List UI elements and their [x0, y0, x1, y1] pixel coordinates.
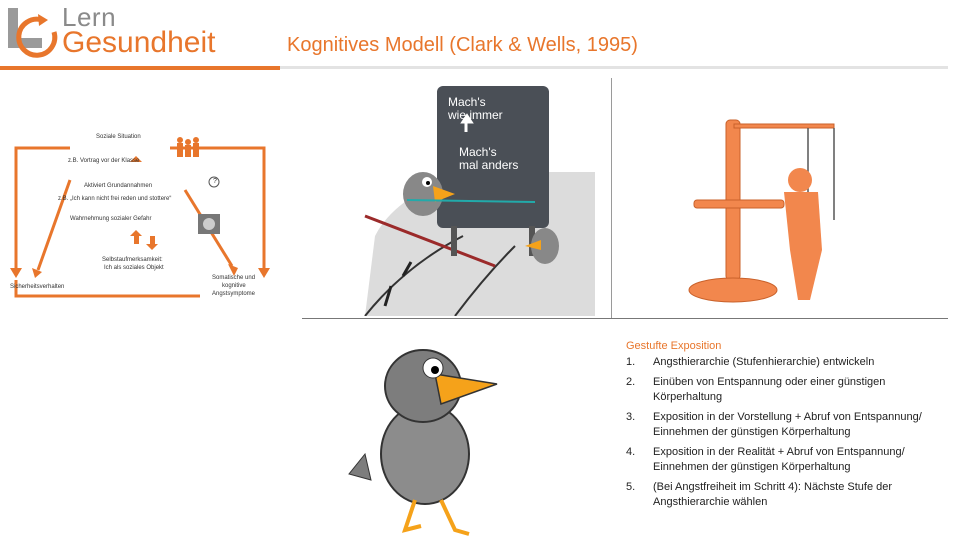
node-symptoms-2: kognitive [222, 283, 246, 289]
list-item-text: Exposition in der Realität + Abruf von Entspannung/ Einnehmen der günstigen Körperhaltung [653, 446, 905, 473]
exposure-list [626, 355, 936, 515]
exposure-title: Gestufte Exposition [626, 340, 722, 352]
sign-label-2a: Mach's [459, 145, 497, 159]
node-symptoms-1: Somatische und [212, 275, 256, 281]
thought-bubble: ? [213, 178, 217, 185]
quadrant-divider-horizontal [302, 318, 948, 319]
logo-line2: Gesundheit [62, 26, 216, 59]
woman-exercise-icon [660, 100, 860, 310]
list-item-number: 5. [626, 481, 636, 493]
list-item [626, 480, 936, 510]
list-item [626, 355, 936, 370]
list-item-number: 1. [626, 356, 636, 368]
node-social-object: Ich als soziales Objekt [104, 265, 164, 271]
header-divider [280, 66, 948, 69]
sign-label-1 [448, 96, 503, 122]
node-safety-behaviour: Sicherheitsverhalten [10, 284, 65, 290]
logo-mark-icon [6, 6, 62, 66]
node-core-beliefs: Aktiviert Grundannahmen [84, 183, 153, 189]
sign-label-1a: Mach's [448, 95, 486, 109]
list-item-number: 3. [626, 411, 636, 423]
sign-label-2b: mal anders [459, 158, 519, 172]
node-social-situation: Soziale Situation [96, 134, 141, 140]
walking-crow-icon [345, 334, 515, 540]
list-item-text: Einüben von Entspannung oder einer günstigen Körperhaltung [653, 376, 886, 403]
list-item-number: 2. [626, 376, 636, 388]
road-sign-illustration [345, 86, 595, 316]
list-item-text: Angsthierarchie (Stufenhierarchie) entwickeln [653, 356, 875, 368]
node-example-talk: z.B. Vortrag vor der Klasse [68, 158, 140, 164]
cognitive-model-diagram [0, 120, 280, 310]
logo-line1: Lern [62, 2, 117, 32]
node-perceived-danger: Wahrnehmung sozialer Gefahr [70, 216, 152, 222]
sign-label-1b: wie immer [448, 108, 503, 122]
sign-label-2 [459, 146, 518, 172]
quadrant-divider-vertical [611, 78, 612, 318]
exercise-illustration [660, 100, 860, 310]
list-item-number: 4. [626, 446, 636, 458]
list-item-text: Exposition in der Vorstellung + Abruf von Entspannung/ Einnehmen der günstigen Körperhaltung [653, 411, 922, 438]
logo [0, 0, 280, 68]
node-self-attention: Selbstaufmerksamkeit: [102, 257, 163, 263]
list-item-text: (Bei Angstfreiheit im Schritt 4): Nächste Stufe der Angsthierarchie wählen [653, 481, 893, 508]
node-example-belief: z.B. „Ich kann nicht frei reden und stottere“ [58, 196, 172, 202]
diagram-arrows-icon [0, 120, 280, 310]
slide-title: Kognitives Modell (Clark & Wells, 1995) [287, 34, 638, 56]
list-item [626, 410, 936, 440]
list-item [626, 375, 936, 405]
list-item [626, 445, 936, 475]
logo-underline [0, 66, 280, 70]
crow-illustration [345, 334, 515, 540]
node-symptoms-3: Angstsymptome [212, 291, 256, 297]
